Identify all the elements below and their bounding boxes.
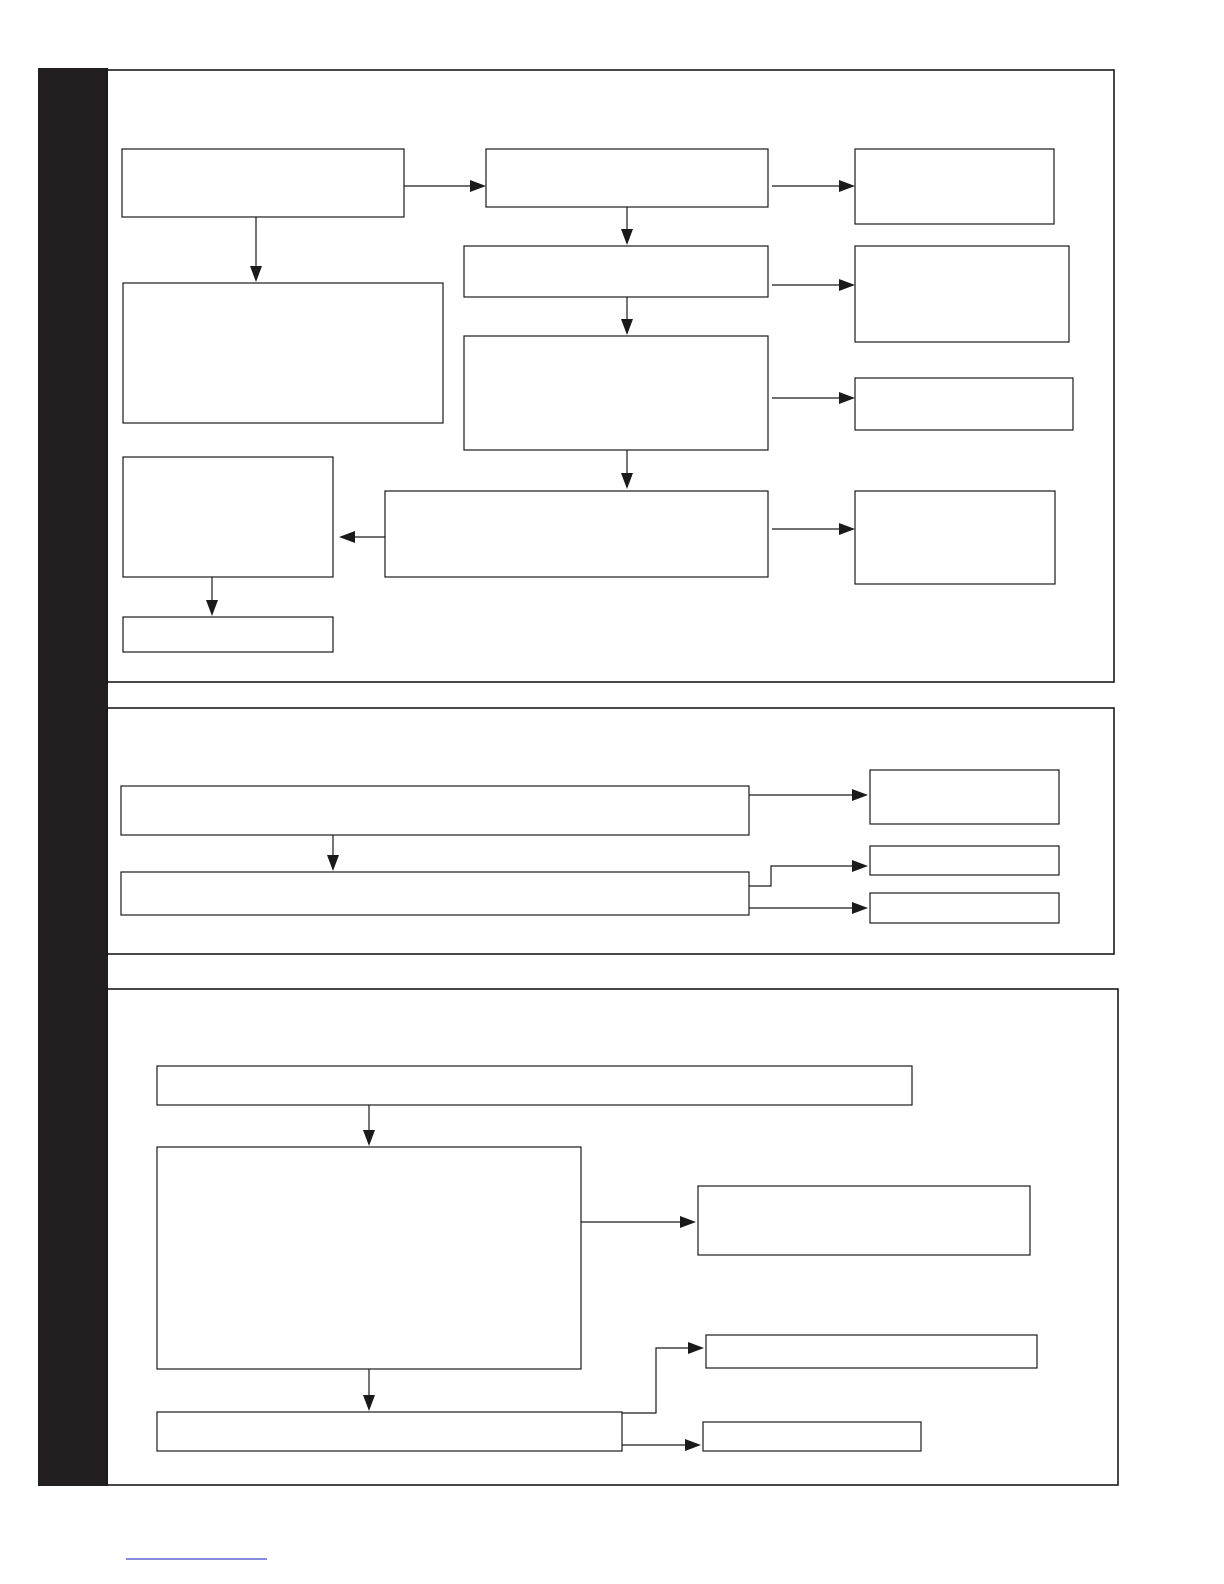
- p3-arrow-b2-to-b3: [363, 1369, 375, 1411]
- p1-arrow-b5-to-b6: [621, 450, 633, 489]
- p1-b11: [855, 378, 1073, 430]
- sidebar-band: [38, 68, 108, 1486]
- p1-b1: [122, 149, 404, 217]
- p2-b1: [121, 786, 749, 835]
- p1-arrow-b5-to-b11: [772, 392, 855, 404]
- p1-b12: [855, 491, 1055, 584]
- p3-arrow-b1-to-b2: [363, 1105, 375, 1146]
- p1-b5: [464, 336, 768, 450]
- p2-arrow-b1-to-b2: [327, 835, 339, 871]
- p1-arrow-b1-to-b2: [250, 217, 262, 282]
- p2-b4: [870, 846, 1059, 875]
- p1-b10: [855, 246, 1069, 342]
- p2-b3: [870, 770, 1059, 824]
- p3-b2: [157, 1147, 581, 1369]
- p3-arrow-b3-to-b5: [622, 1342, 704, 1413]
- p3-b1: [157, 1066, 912, 1105]
- p1-arrow-b3-to-b9: [772, 180, 855, 192]
- p2-arrow-b2-to-b5: [749, 902, 868, 914]
- p1-arrow-b6-to-b7: [339, 531, 385, 543]
- p1-b2: [123, 283, 443, 423]
- p2-b2: [121, 872, 749, 915]
- p3-arrow-b2-to-b4: [581, 1216, 696, 1228]
- p1-arrow-b3-to-b4: [621, 207, 633, 245]
- p1-b4: [464, 246, 768, 297]
- p1-arrow-b7-to-b8: [206, 577, 218, 616]
- p1-b3: [486, 149, 768, 207]
- p1-b8: [123, 617, 333, 652]
- p2-arrow-b1-to-b3: [749, 789, 868, 801]
- p1-arrow-b6-to-b12: [772, 523, 855, 535]
- p3-b3: [157, 1412, 622, 1451]
- p3-b4: [698, 1186, 1030, 1255]
- p2-b5: [870, 893, 1059, 923]
- p3-arrow-b3-to-b6: [622, 1439, 701, 1451]
- p1-arrow-b4-to-b10: [772, 279, 855, 291]
- p1-b7: [123, 457, 333, 577]
- p2-arrow-b2-to-b4: [749, 860, 868, 886]
- p1-b9: [855, 149, 1054, 224]
- p3-b6: [703, 1422, 921, 1451]
- p1-b6: [385, 491, 768, 577]
- p3-b5: [706, 1335, 1037, 1368]
- p1-arrow-b4-to-b5: [621, 297, 633, 335]
- p1-arrow-b1-to-b3: [404, 180, 486, 192]
